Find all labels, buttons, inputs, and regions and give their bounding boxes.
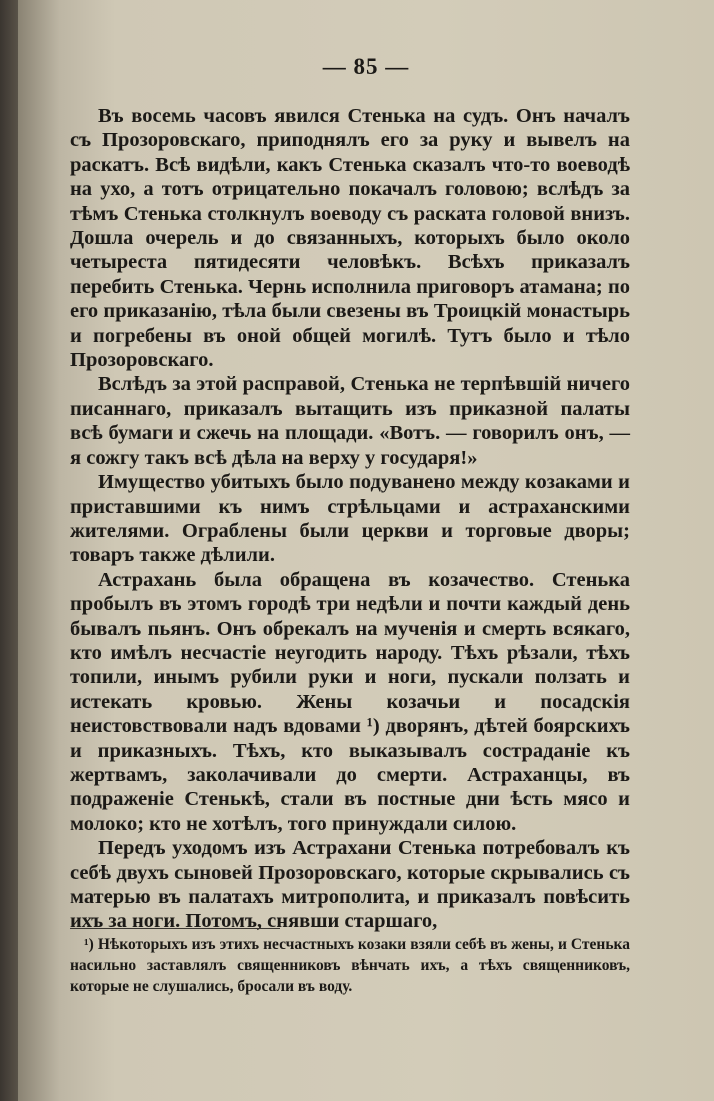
footnote: ¹) Нѣкоторыхъ изъ этихъ несчастныхъ козаки взяли себѣ въ жены, и Стенька насильно заставлялъ священниковъ вѣнчать ихъ, а тѣхъ священниковъ, которые не слушались, бросали въ воду. bbox=[70, 936, 630, 995]
paragraph-3: Имущество убитыхъ было подуванено между козаками и приставшими къ нимъ стрѣльцами и астраханскими жителями. Ограблены были церкви и торговые дворы; товаръ также дѣлили. bbox=[70, 471, 630, 567]
paragraph-1: Въ восемь часовъ явился Стенька на судъ. Онъ началъ съ Прозоровскаго, приподнялъ его за руку и вывелъ на раскатъ. Всѣ видѣли, какъ Стенька сказалъ что-то воеводѣ на ухо, а тотъ отрицательно покачалъ головою; вслѣдъ за тѣмъ Стенька столкнулъ воеводу съ раската головой внизъ. Дошла очерель и до связанныхъ, которыхъ было около четыреста пятидесяти человѣкъ. Всѣхъ приказалъ перебить Стенька. Чернь исполнила приговоръ атамана; по его приказанію, тѣла были свезены въ Троицкій монастырь и погребены въ оной общей могилѣ. Тутъ было и тѣло Прозоровскаго. bbox=[70, 105, 630, 372]
body-text bbox=[70, 104, 630, 934]
page-number: — 85 — bbox=[322, 54, 410, 79]
footnote-divider bbox=[70, 928, 280, 929]
paragraph-5: Передъ уходомъ изъ Астрахани Стенька потребовалъ къ себѣ двухъ сыновей Прозоровскаго, которые скрывались съ матерью въ палатахъ митрополита, и приказалъ повѣсить ихъ за ноги. Потомъ, снявши старшаго, bbox=[70, 837, 630, 933]
book-page bbox=[18, 0, 714, 1101]
paragraph-2: Вслѣдъ за этой расправой, Стенька не терпѣвшій ничего писаннаго, приказалъ вытащить изъ приказной палаты всѣ бумаги и сжечь на площади. «Вотъ. — говорилъ онъ, — я сожгу такъ всѣ дѣла на верху у государя!» bbox=[70, 373, 630, 469]
paragraph-4: Астрахань была обращена въ козачество. Стенька пробылъ въ этомъ городѣ три недѣли и почти каждый день бывалъ пьянъ. Онъ обрекалъ на мученія и смерть всякаго, кто имѣлъ несчастіе неугодить народу. Тѣхъ рѣзали, тѣхъ топили, инымъ рубили руки и ноги, пускали ползать и истекать кровью. Жены козачьи и посадскія неистовствовали надъ вдовами ¹) дворянъ, дѣтей боярскихъ и приказныхъ. Тѣхъ, кто выказывалъ состраданіе къ жертвамъ, заколачивали до смерти. Астраханцы, въ подраженіе Стенькѣ, стали въ постные дни ѣсть мясо и молоко; кто не хотѣлъ, того принуждали силою. bbox=[70, 568, 630, 835]
